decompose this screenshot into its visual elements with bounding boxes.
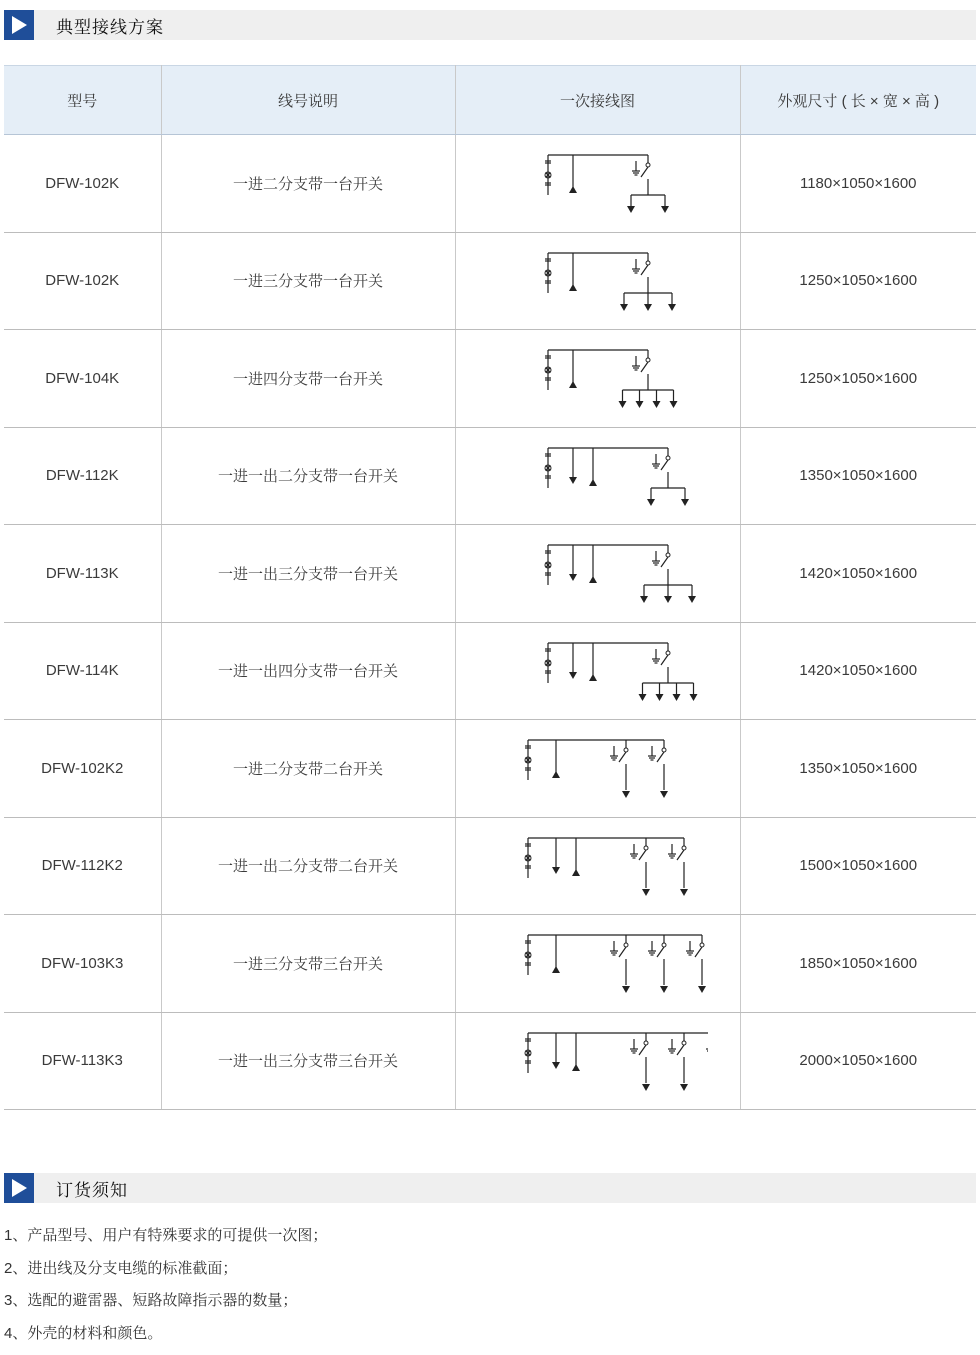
wiring-diagram xyxy=(488,241,708,321)
table-row xyxy=(4,427,976,525)
play-arrow-icon xyxy=(4,10,34,40)
model-cell: DFW-102K xyxy=(4,135,161,233)
dimensions-cell: 1350×1050×1600 xyxy=(740,427,976,525)
diagram-cell xyxy=(455,427,740,525)
table-row xyxy=(4,232,976,330)
model-cell: DFW-113K xyxy=(4,525,161,623)
model-cell: DFW-112K2 xyxy=(4,817,161,915)
header-diagram: 一次接线图 xyxy=(455,66,740,135)
table-row xyxy=(4,525,976,623)
model-cell: DFW-102K2 xyxy=(4,720,161,818)
dimensions-cell: 1180×1050×1600 xyxy=(740,135,976,233)
table-header-row xyxy=(4,66,976,135)
wiring-diagram xyxy=(488,338,708,418)
diagram-cell xyxy=(455,135,740,233)
note-item: 1、产品型号、用户有特殊要求的可提供一次图； xyxy=(4,1227,328,1244)
section-header-wiring xyxy=(4,10,976,40)
header-model: 型号 xyxy=(4,66,161,135)
dimensions-cell: 1250×1050×1600 xyxy=(740,330,976,428)
diagram-cell xyxy=(455,232,740,330)
diagram-cell xyxy=(455,330,740,428)
play-arrow-icon xyxy=(4,1173,34,1203)
table-row xyxy=(4,720,976,818)
header-dimensions: 外观尺寸 ( 长 × 宽 × 高 ) xyxy=(740,66,976,135)
diagram-cell xyxy=(455,720,740,818)
table-row xyxy=(4,817,976,915)
diagram-cell xyxy=(455,622,740,720)
diagram-cell xyxy=(455,525,740,623)
table-row xyxy=(4,915,976,1013)
description-cell: 一进一出二分支带一台开关 xyxy=(161,427,455,525)
model-cell: DFW-113K3 xyxy=(4,1012,161,1110)
dimensions-cell: 1250×1050×1600 xyxy=(740,232,976,330)
wiring-diagram xyxy=(488,533,708,613)
dimensions-cell: 1850×1050×1600 xyxy=(740,915,976,1013)
section-title: 订货须知 xyxy=(56,1180,128,1200)
note-item: 3、选配的避雷器、短路故障指示器的数量； xyxy=(4,1292,298,1309)
ordering-notes xyxy=(4,1224,964,1354)
model-cell: DFW-103K3 xyxy=(4,915,161,1013)
wiring-diagram xyxy=(488,923,708,1003)
description-cell: 一进二分支带一台开关 xyxy=(161,135,455,233)
dimensions-cell: 2000×1050×1600 xyxy=(740,1012,976,1110)
model-cell: DFW-114K xyxy=(4,622,161,720)
diagram-cell xyxy=(455,915,740,1013)
dimensions-cell: 1350×1050×1600 xyxy=(740,720,976,818)
description-cell: 一进一出四分支带一台开关 xyxy=(161,622,455,720)
dimensions-cell: 1420×1050×1600 xyxy=(740,622,976,720)
wiring-diagram xyxy=(488,826,708,906)
table-row xyxy=(4,622,976,720)
header-description: 线号说明 xyxy=(161,66,455,135)
note-item: 4、外壳的材料和颜色。 xyxy=(4,1324,163,1342)
description-cell: 一进四分支带一台开关 xyxy=(161,330,455,428)
description-cell: 一进二分支带二台开关 xyxy=(161,720,455,818)
wiring-diagram xyxy=(488,728,708,808)
diagram-cell xyxy=(455,817,740,915)
section-title: 典型接线方案 xyxy=(56,17,164,37)
dimensions-cell: 1500×1050×1600 xyxy=(740,817,976,915)
model-cell: DFW-102K xyxy=(4,232,161,330)
section-header-ordering xyxy=(4,1173,976,1203)
description-cell: 一进三分支带三台开关 xyxy=(161,915,455,1013)
wiring-diagram xyxy=(488,1021,708,1101)
diagram-cell xyxy=(455,1012,740,1110)
note-item: 2、进出线及分支电缆的标准截面； xyxy=(4,1259,238,1277)
description-cell: 一进一出三分支带一台开关 xyxy=(161,525,455,623)
table-row xyxy=(4,1012,976,1110)
model-cell: DFW-104K xyxy=(4,330,161,428)
description-cell: 一进一出二分支带二台开关 xyxy=(161,817,455,915)
dimensions-cell: 1420×1050×1600 xyxy=(740,525,976,623)
description-cell: 一进三分支带一台开关 xyxy=(161,232,455,330)
model-cell: DFW-112K xyxy=(4,427,161,525)
wiring-diagram xyxy=(488,631,708,711)
wiring-diagram xyxy=(488,143,708,223)
description-cell: 一进一出三分支带三台开关 xyxy=(161,1012,455,1110)
wiring-diagram xyxy=(488,436,708,516)
wiring-scheme-table xyxy=(4,65,976,1110)
table-row xyxy=(4,135,976,233)
table-row xyxy=(4,330,976,428)
